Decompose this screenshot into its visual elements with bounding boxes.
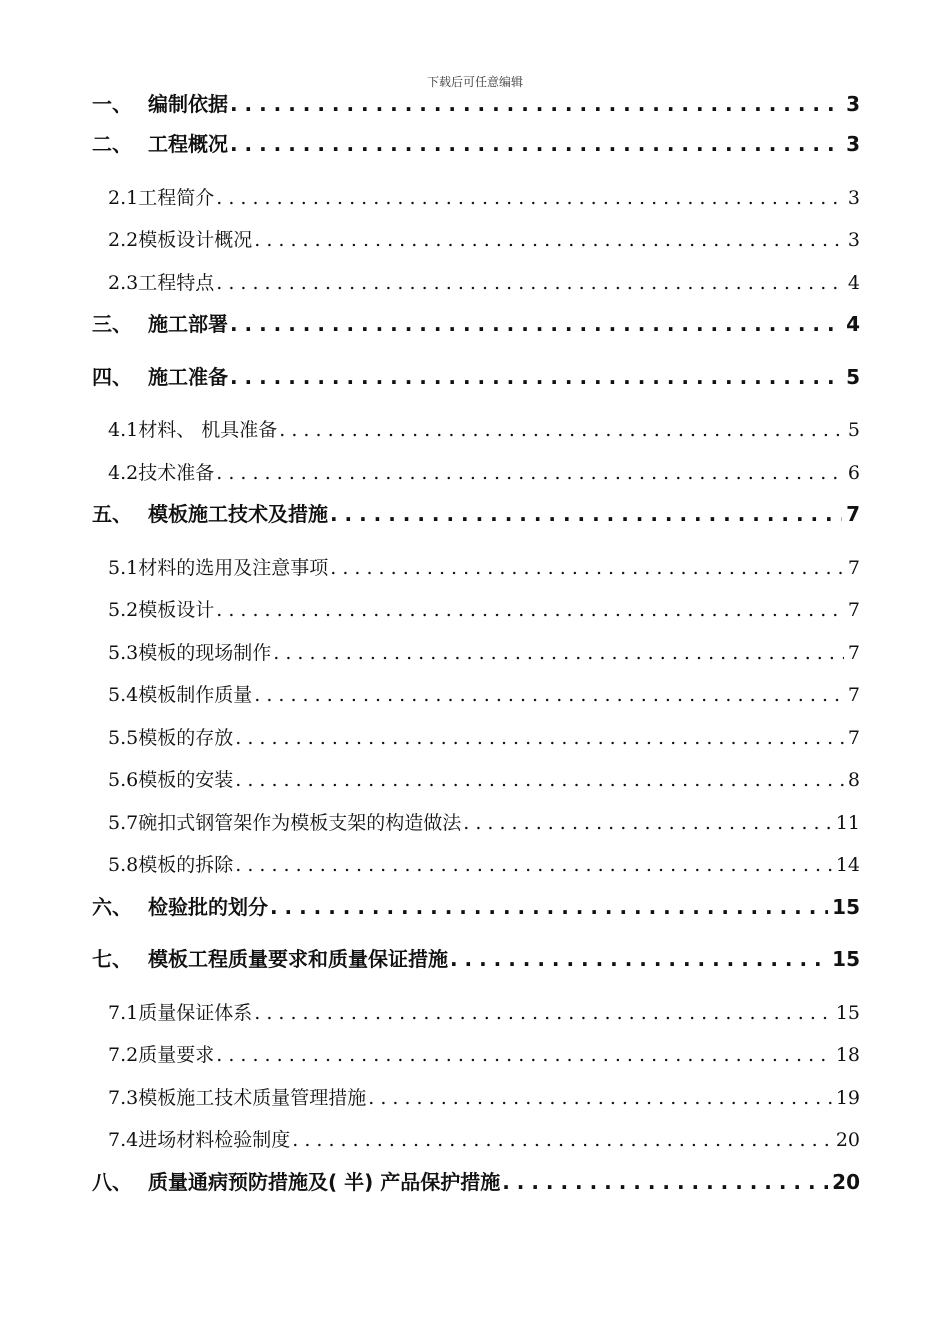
toc-entry-number: 7.1 (108, 1001, 139, 1024)
toc-entry[interactable] (92, 674, 860, 717)
toc-entry[interactable] (92, 409, 860, 452)
toc-entry-number: 一、 (92, 92, 132, 116)
toc-leader-dots (254, 674, 844, 716)
toc-entry-page: 5 (846, 364, 860, 389)
toc-entry[interactable] (92, 219, 860, 262)
toc-entry-title: 材料的选用及注意事项 (138, 556, 329, 579)
toc-entry-number: 7.4 (108, 1129, 139, 1151)
toc-entry-title: 模板的存放 (138, 726, 234, 749)
toc-leader-dots (330, 547, 844, 589)
toc-leader-dots (279, 409, 844, 451)
toc-entry-title: 模板制作质量 (138, 684, 253, 706)
toc-entry[interactable] (92, 452, 860, 495)
toc-entry-page: 3 (846, 132, 860, 156)
toc-entry-number: 四、 (92, 364, 132, 389)
toc-entry-number: 七、 (92, 947, 132, 971)
toc-leader-dots (230, 84, 842, 124)
toc-entry-page: 8 (847, 769, 860, 791)
toc-entry-number: 2.1 (108, 186, 139, 209)
table-of-contents (92, 84, 860, 1214)
toc-entry-number: 7.2 (108, 1044, 139, 1066)
toc-entry[interactable] (92, 887, 860, 940)
toc-leader-dots (292, 1119, 832, 1161)
toc-entry-title: 工程简介 (138, 186, 215, 209)
toc-leader-dots (216, 262, 844, 304)
toc-entry-title: 模板设计 (138, 599, 215, 621)
toc-entry-number: 三、 (92, 312, 132, 336)
toc-entry-page: 4 (847, 271, 860, 294)
toc-entry-title: 模板工程质量要求和质量保证措施 (148, 947, 448, 971)
toc-entry-title: 模板的拆除 (138, 854, 234, 876)
toc-entry-number: 5.1 (108, 556, 139, 579)
toc-entry[interactable] (92, 589, 860, 632)
toc-entry-page: 20 (835, 1129, 860, 1151)
toc-entry-number: 5.6 (108, 769, 139, 791)
toc-entry-page: 3 (846, 92, 860, 116)
toc-leader-dots (216, 452, 844, 494)
toc-entry-number: 2.2 (108, 229, 139, 251)
toc-entry-title: 质量通病预防措施及( 半) 产品保护措施 (148, 1169, 501, 1194)
toc-leader-dots (235, 844, 832, 886)
toc-leader-dots (450, 939, 828, 979)
toc-entry-page: 7 (847, 726, 860, 749)
toc-entry[interactable] (92, 1077, 860, 1120)
toc-leader-dots (463, 802, 832, 844)
toc-entry-number: 5.3 (108, 641, 139, 664)
toc-leader-dots (368, 1077, 832, 1119)
toc-entry-number: 5.8 (108, 854, 139, 876)
toc-entry-number: 4.2 (108, 461, 139, 484)
toc-entry-title: 进场材料检验制度 (138, 1129, 291, 1151)
toc-entry-number: 二、 (92, 132, 132, 156)
toc-entry-number: 5.4 (108, 684, 139, 706)
toc-leader-dots (254, 219, 844, 261)
toc-entry-number: 5.2 (108, 599, 139, 621)
toc-entry[interactable] (92, 759, 860, 802)
toc-entry-page: 3 (847, 186, 860, 209)
toc-entry[interactable] (92, 177, 860, 220)
toc-entry-title: 模板的现场制作 (138, 641, 272, 664)
toc-entry-number: 5.7 (108, 811, 139, 834)
toc-leader-dots (273, 632, 844, 674)
toc-entry[interactable] (92, 939, 860, 992)
toc-entry-page: 15 (835, 1001, 860, 1024)
toc-entry[interactable] (92, 547, 860, 590)
toc-entry[interactable] (92, 84, 860, 124)
toc-entry-title: 技术准备 (138, 461, 215, 484)
toc-entry-page: 15 (832, 947, 860, 971)
toc-leader-dots (216, 589, 844, 631)
toc-entry[interactable] (92, 124, 860, 177)
toc-entry-number: 五、 (92, 502, 132, 526)
toc-entry-title: 模板施工技术及措施 (148, 502, 328, 526)
toc-entry-page: 15 (832, 894, 860, 919)
toc-entry[interactable] (92, 1119, 860, 1162)
toc-entry-page: 6 (847, 461, 860, 484)
toc-entry-page: 7 (847, 641, 860, 664)
toc-entry-number: 7.3 (108, 1086, 139, 1109)
toc-entry-number: 2.3 (108, 271, 139, 294)
toc-entry-title: 模板施工技术质量管理措施 (138, 1086, 367, 1109)
toc-entry-title: 材料、 机具准备 (138, 419, 278, 441)
toc-leader-dots (235, 717, 844, 759)
toc-entry-page: 11 (835, 811, 860, 834)
toc-entry[interactable] (92, 304, 860, 357)
toc-leader-dots (330, 494, 842, 534)
toc-entry[interactable] (92, 1162, 860, 1215)
toc-entry-title: 施工准备 (148, 364, 228, 389)
toc-leader-dots (216, 177, 844, 219)
toc-entry-title: 编制依据 (148, 92, 228, 116)
toc-entry-title: 检验批的划分 (148, 894, 268, 919)
toc-leader-dots (230, 124, 842, 164)
toc-entry[interactable] (92, 802, 860, 845)
toc-leader-dots (235, 759, 844, 801)
toc-entry-number: 六、 (92, 894, 132, 919)
toc-entry[interactable] (92, 717, 860, 760)
toc-entry-page: 4 (846, 312, 860, 336)
toc-entry-title: 工程特点 (138, 271, 215, 294)
toc-entry[interactable] (92, 1034, 860, 1077)
toc-entry[interactable] (92, 992, 860, 1035)
toc-leader-dots (216, 1034, 832, 1076)
toc-entry[interactable] (92, 262, 860, 305)
toc-entry-title: 质量保证体系 (138, 1001, 253, 1024)
toc-entry-page: 5 (847, 419, 860, 441)
toc-entry-title: 模板设计概况 (138, 229, 253, 251)
toc-entry-page: 7 (847, 556, 860, 579)
toc-entry-title: 施工部署 (148, 312, 228, 336)
toc-entry-page: 20 (832, 1169, 860, 1194)
toc-entry-title: 模板的安装 (138, 769, 234, 791)
toc-entry[interactable] (92, 844, 860, 887)
page-header: 下载后可任意编辑 (426, 75, 523, 89)
toc-entry-number: 4.1 (108, 419, 139, 441)
toc-leader-dots (230, 357, 842, 397)
toc-entry-number: 5.5 (108, 726, 139, 749)
toc-leader-dots (230, 304, 842, 344)
toc-entry-page: 7 (846, 502, 860, 526)
toc-entry-page: 18 (835, 1044, 860, 1066)
toc-leader-dots (254, 992, 832, 1034)
toc-entry-page: 7 (847, 684, 860, 706)
toc-entry-title: 质量要求 (138, 1044, 215, 1066)
toc-entry-page: 19 (835, 1086, 860, 1109)
toc-entry-page: 7 (847, 599, 860, 621)
toc-entry[interactable] (92, 632, 860, 675)
toc-entry[interactable] (92, 494, 860, 547)
toc-leader-dots (502, 1162, 828, 1202)
toc-entry-number: 八、 (92, 1169, 132, 1194)
toc-leader-dots (270, 887, 828, 927)
toc-entry-page: 3 (847, 229, 860, 251)
toc-entry-title: 工程概况 (148, 132, 228, 156)
toc-entry[interactable] (92, 357, 860, 410)
toc-entry-page: 14 (835, 854, 860, 876)
toc-entry-title: 碗扣式钢管架作为模板支架的构造做法 (138, 811, 462, 834)
